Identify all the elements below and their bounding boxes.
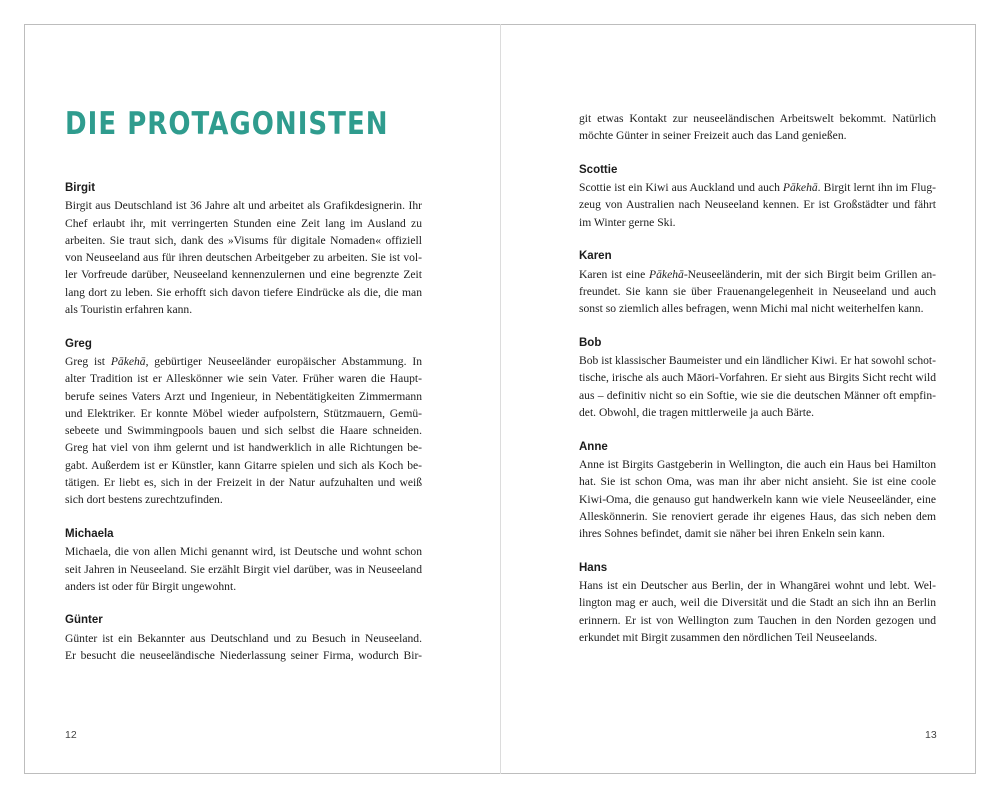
text-line: berufe seines Vaters Arzt und Ingenieur, in Nebentätigkeiten Zimmermann [65,389,422,403]
text-line: Anne ist Birgits Gastgeberin in Wellington, die auch ein Haus bei Hamilton [579,457,936,471]
italic-term: Pākehā [110,354,146,368]
character-hans [579,560,936,646]
character-name: Scottie [579,163,618,176]
character-name: Bob [579,336,602,349]
text-line: Michaela, die von allen Michi genannt wird, ist Deutsche und wohnt schon [65,545,422,559]
character-greg [65,336,422,509]
character-name: Anne [579,440,608,453]
text-line: Bob ist klassischer Baumeister und ein ländlicher Kiwi. Er hat sowohl schot- [579,354,936,368]
italic-term: Pākehā [649,267,684,281]
character-name: Karen [579,250,612,263]
text-line: gabt. Außerdem ist er Künstler, kann Gitarre spielen und sich als Koch be- [65,458,422,472]
text-line: Greg hat viel von ihm gelernt und ist handwerklich in alle Richtungen be- [65,441,422,455]
character-guenter [65,612,422,664]
text-line: tische, irische als auch Māori-Vorfahren. Er sieht aus Birgits Sicht recht wild [579,371,936,385]
text-line: lang dort zu leben. Sie erhofft sich davon tiefere Eindrücke als die, die man [65,285,422,299]
text-line: sich dort bestens zurechtzufinden. [65,493,223,507]
page-gutter [500,24,501,774]
text-line: Alleskönnerin. Sie renoviert gerade ihr eigenes Haus, das sich neben dem [579,509,936,523]
character-scottie [579,162,936,231]
character-name: Greg [65,337,92,350]
text-line: det. Obwohl, die tragen mittlerweile ja auch Bärte. [579,406,815,420]
text-line: alter Tradition ist er Alleskönner wie sein Vater. Früher waren die Haupt- [65,372,422,386]
text-line: als Touristin erfahren kann. [65,303,193,317]
text-line: von Neuseeland aus für ihren deutschen Arbeitgeber zu arbeiten. Sie ist vol- [65,251,422,265]
character-name: Birgit [65,182,96,194]
text-line: Karen ist eine Pākehā-Neuseeländerin, mit der sich Birgit beim Grillen an- [579,267,937,281]
character-name: Hans [579,561,608,574]
text-line: freundet. Sie kann sie über Frauenangelegenheit in Neuseeland und auch [579,284,936,298]
text-line: Birgit aus Deutschland ist 36 Jahre alt und arbeitet als Grafikdesignerin. Ihr [65,199,422,213]
text-line: hat. Sie ist schon Oma, was man ihr aber nicht ansieht. Sie ist eine coole [579,475,936,489]
text-line: ihres Sohnes befindet, damit sie näher bei ihren Enkeln sein kann. [579,527,885,541]
character-karen [579,248,936,317]
text-line: zeug von Australien nach Neuseeland kennen. Er ist Großstädter und fährt [579,198,936,212]
text-line: aus – definitiv nicht so ein Softie, wie sie die deutschen Männer oft empfin- [579,388,936,402]
character-birgit [65,180,422,318]
text-line: sonst so ziemlich alles befragen, wenn Michi mal nicht weiterhelfen kann. [579,302,924,316]
text-line: ler Vorfreude darüber, Neuseeland kennenzulernen und eine begrenzte Zeit [65,268,422,282]
character-anne [579,439,936,543]
page-number-left: 12 [65,729,77,741]
text-line: anders ist oder für Birgit ungewohnt. [65,579,237,593]
page-number-right: 13 [925,729,937,741]
text-line: lington mag er auch, weil die Diversität und die Stadt an sich ihn an Berlin [579,596,936,610]
character-bob [579,335,936,421]
text-line: Günter ist ein Bekannter aus Deutschland und zu Besuch in Neuseeland. [65,631,422,645]
character-michaela [65,526,422,595]
text-line: arbeiten. Sie traut sich, dank des »Visums für digitale Nomaden« offiziell [65,233,422,247]
text-line: im Winter gerne Ski. [579,215,676,229]
right-page-column [579,110,936,646]
text-line: erkundet mit Birgit zusammen den nördlichen Teil Neuseelands. [579,630,878,644]
character-name: Michaela [65,527,114,540]
text-line: Er besucht die neuseeländische Niederlassung seiner Firma, wodurch Bir- [65,649,422,663]
text-line: Kiwi-Oma, die genauso gut handwerkeln kann wie viele Neuseeländer, eine [579,492,936,506]
page-title: DIE PROTAGONISTEN [65,106,389,142]
text-line: Scottie ist ein Kiwi aus Auckland und auch Pākehā. Birgit lernt ihn im Flug- [579,181,936,195]
left-page-column [65,101,422,664]
text-line: Greg ist Pākehā, gebürtiger Neuseeländer europäischer Abstammung. In [65,354,422,368]
text-line: Hans ist ein Deutscher aus Berlin, der in Whangārei wohnt und lebt. Wel- [579,579,936,593]
text-line: und Elektriker. Er konnte Möbel wieder aufpolstern, Stützmauern, Gemü- [65,406,422,420]
character-name: Günter [65,614,103,627]
text-line: sebeete und Swimmingpools bauen und sich selbst die Haare schneiden. [65,424,422,438]
continuation-line: git etwas Kontakt zur neuseeländischen Arbeitswelt bekommt. Natürlich [579,112,936,125]
italic-term: Pākehā [782,181,818,195]
continuation-line: möchte Günter in seiner Freizeit auch das Land genießen. [579,129,847,143]
text-line: tätigen. Er liebt es, sich in der Freizeit in der Natur aufzuhalten und weiß [65,476,422,490]
text-line: erinnern. Er ist von Wellington zum Tauchen in den Norden gezogen und [579,613,936,627]
text-line: seit Jahren in Neuseeland. Sie erzählt Birgit viel darüber, was in Neuseeland [65,562,422,576]
text-line: Chef erlaubt ihr, mit verringerten Stunden eine Zeit lang im Ausland zu [65,216,422,230]
